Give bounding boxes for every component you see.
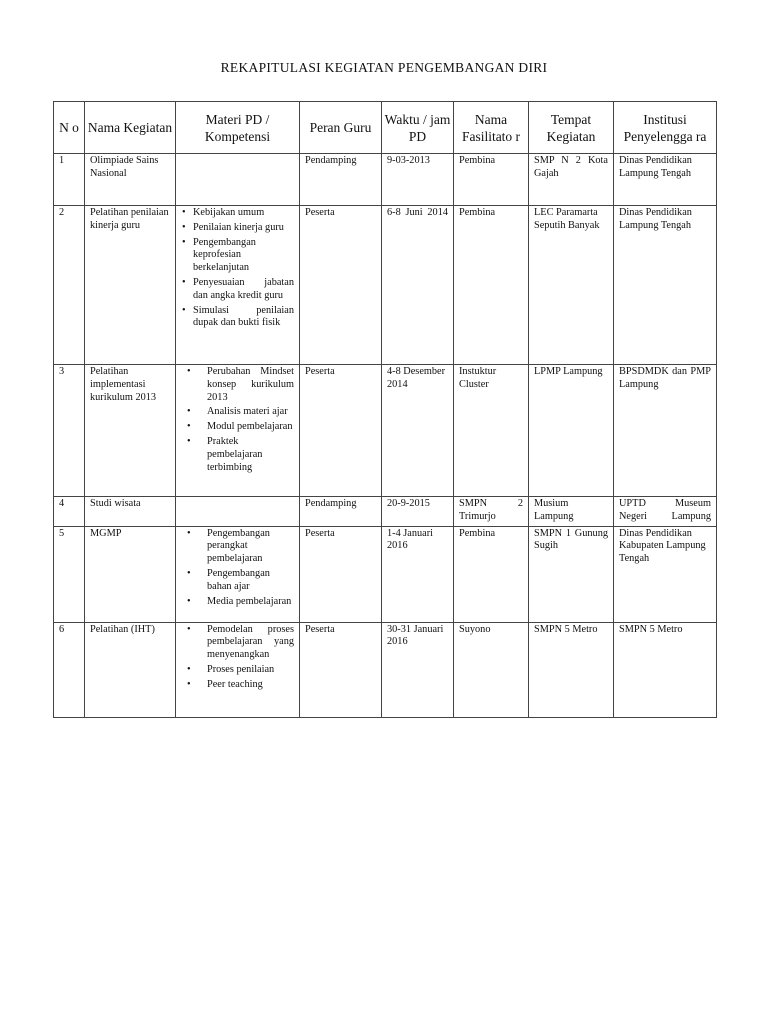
cell-nama: Studi wisata xyxy=(85,497,176,527)
materi-item: • Penilaian kinerja guru xyxy=(193,222,294,235)
cell-no: 3 xyxy=(54,365,85,497)
materi-item: • Pengembangan keprofesian berkelanjutan xyxy=(193,237,294,275)
materi-item: • Pengembangan bahan ajar xyxy=(207,568,294,594)
materi-item: • Penyesuaian jabatan dan angka kredit guru xyxy=(193,277,294,303)
materi-item: • Perubahan Mindset konsep kurikulum 2013 xyxy=(207,366,294,404)
materi-item: • Modul pembelajaran xyxy=(207,421,294,434)
cell-no: 2 xyxy=(54,206,85,365)
table-row xyxy=(54,622,717,717)
header-peran: Peran Guru xyxy=(300,102,382,154)
header-tempat: Tempat Kegiatan xyxy=(529,102,614,154)
materi-item: • Pemodelan proses pembelajaran yang menyenangkan xyxy=(207,624,294,662)
cell-peran: Pendamping xyxy=(300,154,382,206)
cell-tempat: LEC Paramarta Seputih Banyak xyxy=(529,206,614,365)
cell-tempat: Musium Lampung xyxy=(529,497,614,527)
table-row xyxy=(54,497,717,527)
cell-materi xyxy=(176,365,300,497)
cell-waktu: 30-31 Januari 2016 xyxy=(382,622,454,717)
cell-fasilitator: Instuktur Cluster xyxy=(454,365,529,497)
cell-institusi: UPTD Museum Negeri Lampung xyxy=(614,497,717,527)
cell-peran: Pendamping xyxy=(300,497,382,527)
cell-tempat: SMP N 2 Kota Gajah xyxy=(529,154,614,206)
materi-item: • Proses penilaian xyxy=(207,664,294,677)
cell-nama: Pelatihan (IHT) xyxy=(85,622,176,717)
page-title: REKAPITULASI KEGIATAN PENGEMBANGAN DIRI xyxy=(220,60,548,75)
cell-waktu: 20-9-2015 xyxy=(382,497,454,527)
cell-institusi: BPSDMDK dan PMP Lampung xyxy=(614,365,717,497)
materi-item: • Media pembelajaran xyxy=(207,596,294,609)
materi-item: • Kebijakan umum xyxy=(193,207,294,220)
cell-materi xyxy=(176,622,300,717)
cell-institusi: Dinas Pendidikan Lampung Tengah xyxy=(614,206,717,365)
materi-item: • Analisis materi ajar xyxy=(207,406,294,419)
cell-materi xyxy=(176,497,300,527)
cell-fasilitator: Pembina xyxy=(454,526,529,622)
cell-waktu: 6-8 Juni 2014 xyxy=(382,206,454,365)
cell-waktu: 4-8 Desember 2014 xyxy=(382,365,454,497)
cell-nama: MGMP xyxy=(85,526,176,622)
header-materi: Materi PD / Kompetensi xyxy=(176,102,300,154)
cell-waktu: 1-4 Januari 2016 xyxy=(382,526,454,622)
cell-nama: Olimpiade Sains Nasional xyxy=(85,154,176,206)
table-row xyxy=(54,206,717,365)
cell-peran: Peserta xyxy=(300,526,382,622)
cell-institusi: SMPN 5 Metro xyxy=(614,622,717,717)
header-institusi: Institusi Penyelengga ra xyxy=(614,102,717,154)
cell-nama: Pelatihan implementasi kurikulum 2013 xyxy=(85,365,176,497)
cell-nama: Pelatihan penilaian kinerja guru xyxy=(85,206,176,365)
cell-waktu: 9-03-2013 xyxy=(382,154,454,206)
materi-item: • Simulasi penilaian dupak dan bukti fisik xyxy=(193,305,294,331)
table-row xyxy=(54,365,717,497)
header-waktu: Waktu / jam PD xyxy=(382,102,454,154)
cell-peran: Peserta xyxy=(300,622,382,717)
cell-tempat: LPMP Lampung xyxy=(529,365,614,497)
table-row xyxy=(54,526,717,622)
cell-fasilitator: SMPN 2 Trimurjo xyxy=(454,497,529,527)
cell-no: 1 xyxy=(54,154,85,206)
materi-item: • Praktek pembelajaran terbimbing xyxy=(207,436,294,474)
header-nama-kegiatan: Nama Kegiatan xyxy=(85,102,176,154)
cell-no: 5 xyxy=(54,526,85,622)
materi-item: • Peer teaching xyxy=(207,679,294,692)
cell-no: 6 xyxy=(54,622,85,717)
cell-materi xyxy=(176,154,300,206)
cell-tempat: SMPN 5 Metro xyxy=(529,622,614,717)
cell-fasilitator: Suyono xyxy=(454,622,529,717)
cell-peran: Peserta xyxy=(300,206,382,365)
rekap-table xyxy=(53,101,717,718)
materi-item: • Pengembangan perangkat pembelajaran xyxy=(207,528,294,566)
header-fasilitator: Nama Fasilitato r xyxy=(454,102,529,154)
cell-materi xyxy=(176,526,300,622)
cell-fasilitator: Pembina xyxy=(454,154,529,206)
cell-fasilitator: Pembina xyxy=(454,206,529,365)
cell-institusi: Dinas Pendidikan Kabupaten Lampung Tengah xyxy=(614,526,717,622)
cell-institusi: Dinas Pendidikan Lampung Tengah xyxy=(614,154,717,206)
header-no: N o xyxy=(54,102,85,154)
cell-tempat: SMPN 1 Gunung Sugih xyxy=(529,526,614,622)
cell-no: 4 xyxy=(54,497,85,527)
table-row xyxy=(54,154,717,206)
cell-peran: Peserta xyxy=(300,365,382,497)
cell-materi xyxy=(176,206,300,365)
table-header-row xyxy=(54,102,717,154)
